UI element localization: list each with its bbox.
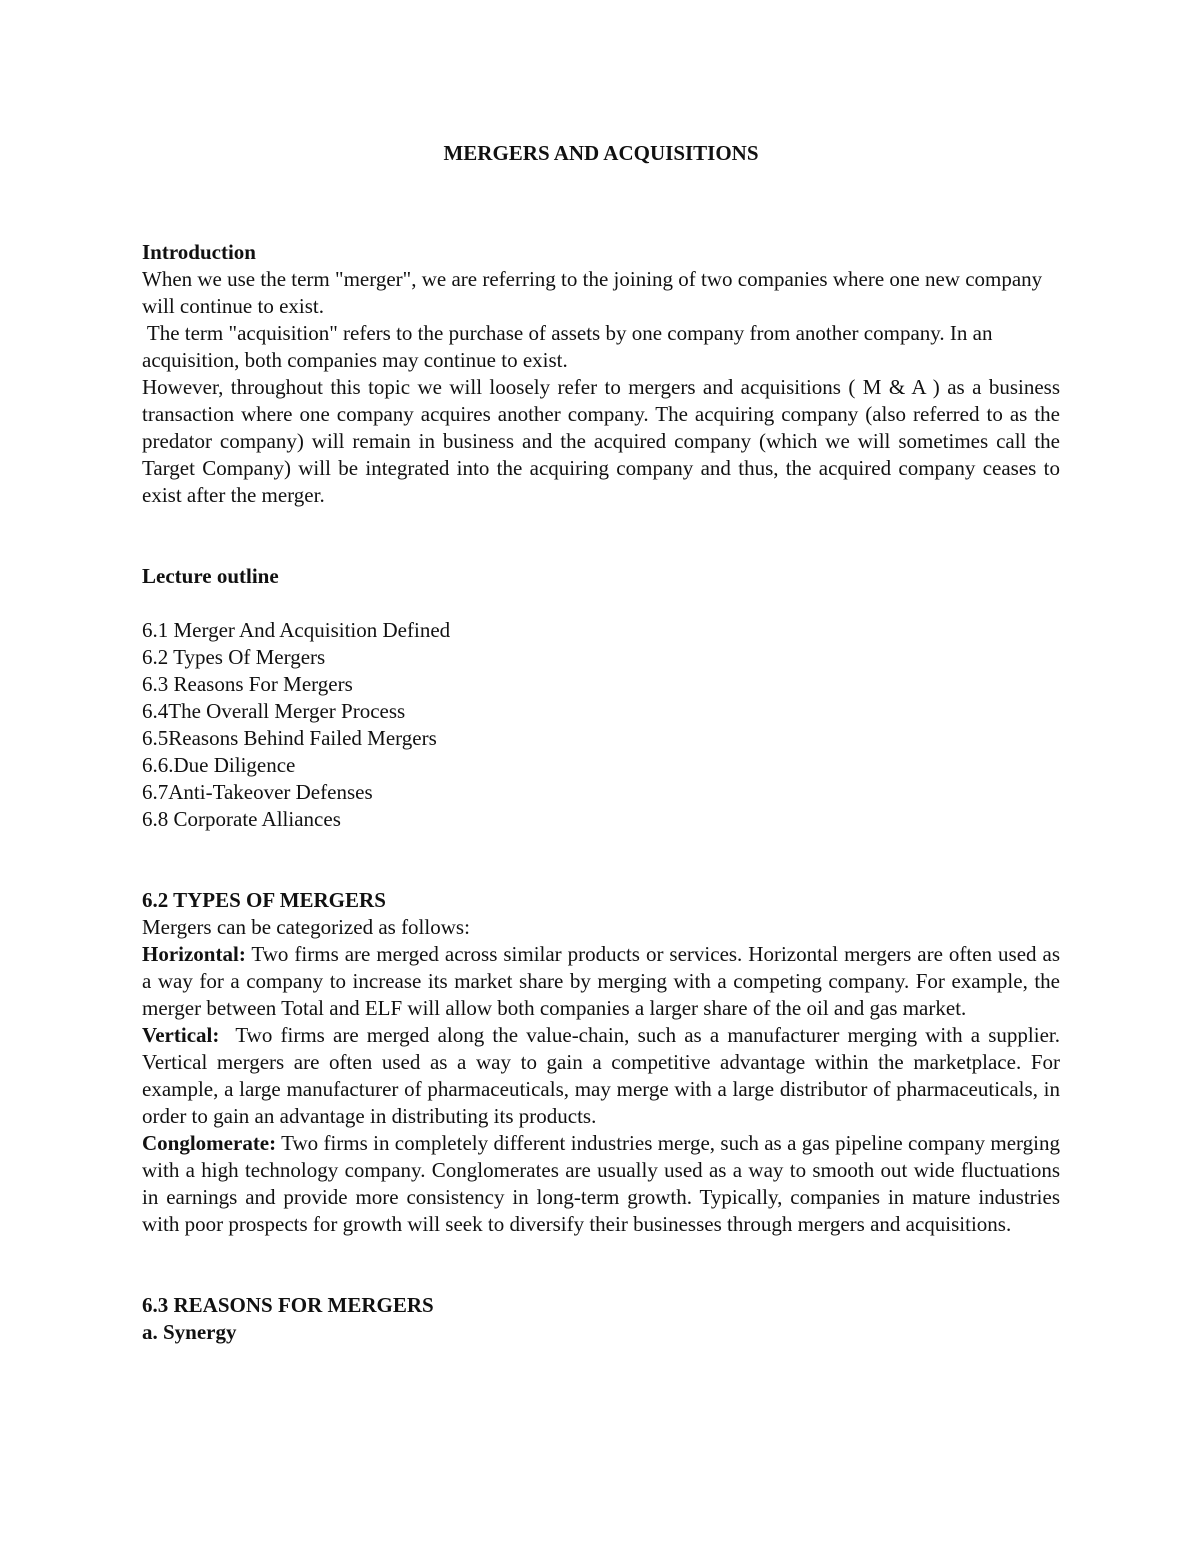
types-heading: 6.2 TYPES OF MERGERS [142, 888, 386, 912]
outline-heading: Lecture outline [142, 564, 279, 588]
types-of-mergers-section [142, 887, 1066, 1238]
outline-item: 6.8 Corporate Alliances [142, 807, 341, 831]
reasons-heading: 6.3 REASONS FOR MERGERS [142, 1293, 434, 1317]
introduction-paragraph-merger: When we use the term "merger", we are referring to the joining of two companies where one new company will continue to exist. [142, 267, 1043, 318]
horizontal-text: Two firms are merged across similar products or services. Horizontal mergers are often used as a way for a company to increase its market share by merging with a competing company. For example, the merger between Total and ELF will allow both companies a larger share of the oil and gas market. [142, 942, 1060, 1020]
vertical-term: Vertical: [142, 1023, 220, 1047]
vertical-definition [142, 1022, 1066, 1130]
conglomerate-definition [142, 1130, 1060, 1238]
outline-list [142, 617, 1060, 833]
spacer [142, 1238, 1060, 1292]
introduction-heading: Introduction [142, 240, 256, 264]
conglomerate-term: Conglomerate: [142, 1131, 277, 1155]
vertical-text: Two firms are merged along the value-chain, such as a manufacturer merging with a supplier. Vertical mergers are often used as a way to gain a competitive advantage within the marketplace. For example, a large manufacturer of pharmaceuticals, may merge with a large distributor of pharmaceuticals, in order to gain an advantage in distributing its products. [142, 1023, 1066, 1128]
introduction-paragraph-ma: However, throughout this topic we will loosely refer to mergers and acquisitions ( M & A ) as a business transaction where one company acquires another company. The acquiring company (also referred to as the predator company) will remain in business and the acquired company (which we will sometimes call the Target Company) will be integrated into the acquiring company and thus, the acquired company ceases to exist after the merger. [142, 375, 1060, 507]
outline-item: 6.4The Overall Merger Process [142, 699, 406, 723]
horizontal-definition [142, 941, 1060, 1022]
document-page [142, 140, 1066, 1346]
conglomerate-text: Two firms in completely different industries merge, such as a gas pipeline company merging with a high technology company. Conglomerates are usually used as a way to smooth out wide fluctuations in earnings and provide more consistency in long-term growth. Typically, companies in mature industries with poor prospects for growth will seek to diversify their businesses through mergers and acquisitions. [142, 1131, 1060, 1236]
reasons-for-mergers-section [142, 1292, 1060, 1346]
outline-section [142, 563, 1060, 833]
outline-item: 6.5Reasons Behind Failed Mergers [142, 726, 437, 750]
outline-item: 6.7Anti-Takeover Defenses [142, 780, 373, 804]
document-title: MERGERS AND ACQUISITIONS [443, 141, 759, 165]
horizontal-term: Horizontal: [142, 942, 246, 966]
spacer [142, 833, 1060, 887]
synergy-subheading: a. Synergy [142, 1320, 237, 1344]
spacer [142, 590, 1060, 617]
spacer [142, 509, 1060, 563]
outline-item: 6.1 Merger And Acquisition Defined [142, 618, 451, 642]
outline-item: 6.2 Types Of Mergers [142, 645, 326, 669]
types-intro: Mergers can be categorized as follows: [142, 915, 470, 939]
outline-item: 6.6.Due Diligence [142, 753, 296, 777]
introduction-section [142, 239, 1060, 509]
introduction-paragraph-acquisition: The term "acquisition" refers to the purchase of assets by one company from another company. In an acquisition, both companies may continue to exist. [142, 321, 993, 372]
outline-item: 6.3 Reasons For Mergers [142, 672, 353, 696]
